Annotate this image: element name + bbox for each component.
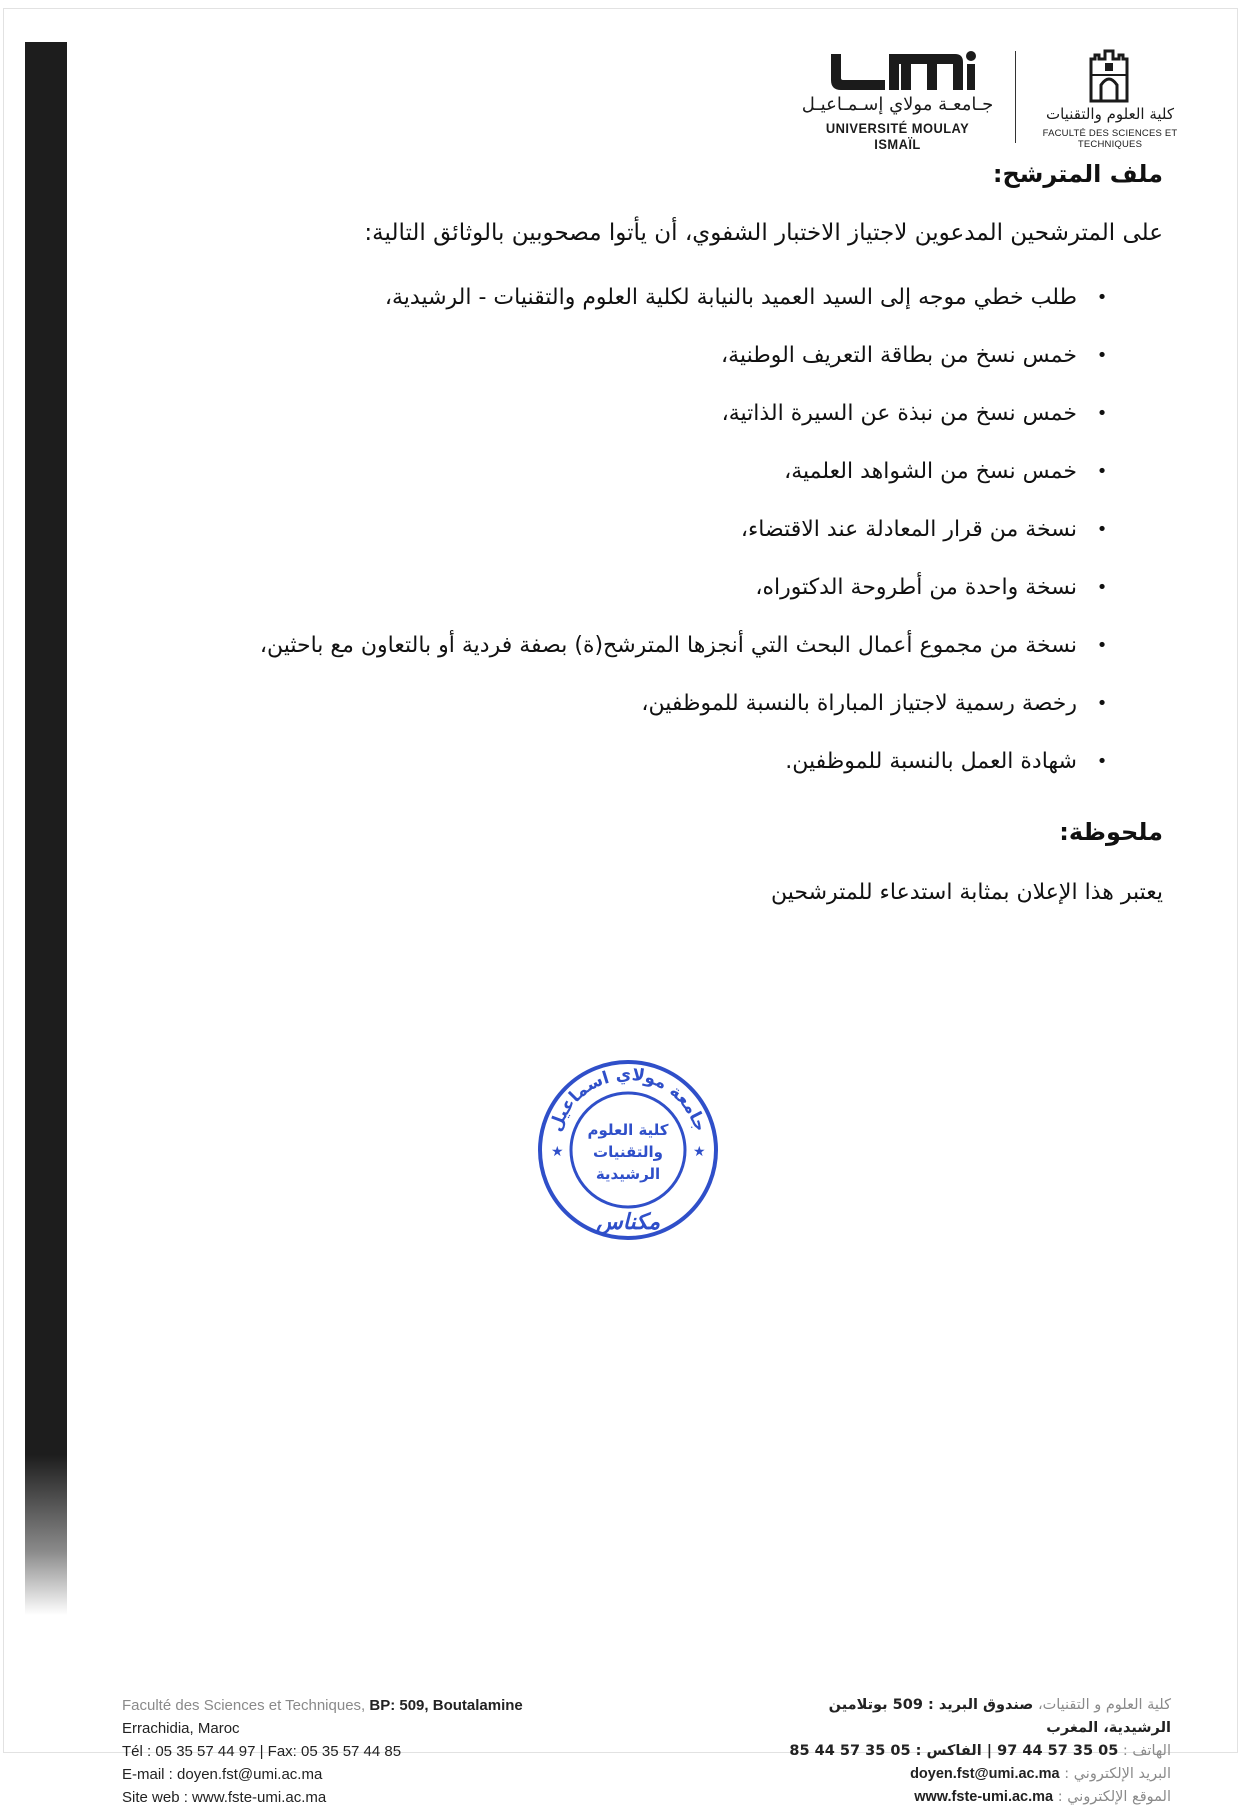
list-item bbox=[133, 283, 1113, 341]
bullet-icon: • bbox=[1096, 577, 1108, 598]
list-item bbox=[133, 631, 1113, 689]
list-item bbox=[133, 747, 1113, 805]
bullet-icon: • bbox=[1096, 635, 1108, 656]
footer-email-label-ar: البريد الإلكتروني : bbox=[1064, 1766, 1171, 1782]
footer-city-ar: الرشيدية، المغرب bbox=[1046, 1720, 1171, 1736]
stamp-line-3: الرشيدية bbox=[595, 1165, 661, 1183]
umi-wordmark-icon bbox=[827, 50, 977, 94]
candidate-file-title: ملف المترشح: bbox=[992, 160, 1163, 188]
bullet-icon: • bbox=[1096, 345, 1108, 366]
candidate-file-intro: على المترشحين المدعوين لاجتياز الاختبار الشفوي، أن يأتوا مصحوبين بالوثائق التالية: bbox=[364, 220, 1163, 246]
bullet-icon: • bbox=[1096, 287, 1108, 308]
list-item-text: خمس نسخ من الشواهد العلمية، bbox=[784, 459, 1077, 484]
decorative-side-bar-fade bbox=[25, 1455, 67, 1615]
footer-website-ar: www.fste-umi.ac.ma bbox=[914, 1789, 1054, 1805]
list-item-text: شهادة العمل بالنسبة للموظفين. bbox=[785, 749, 1077, 774]
footer-address-fr: BP: 509, Boutalamine bbox=[369, 1697, 523, 1714]
list-item-text: خمس نسخ من نبذة عن السيرة الذاتية، bbox=[721, 401, 1077, 426]
list-item-text: نسخة واحدة من أطروحة الدكتوراه، bbox=[755, 575, 1077, 600]
footer-email-fr: E-mail : doyen.fst@umi.ac.ma bbox=[122, 1766, 323, 1783]
list-item bbox=[133, 457, 1113, 515]
footer-city-fr: Errachidia, Maroc bbox=[122, 1720, 240, 1737]
stamp-line-2: والتقنيات bbox=[593, 1143, 663, 1161]
note-text: يعتبر هذا الإعلان بمثابة استدعاء للمترشحين bbox=[771, 880, 1163, 905]
footer-phone-fr: Tél : 05 35 57 44 97 | Fax: 05 35 57 44 85 bbox=[122, 1743, 402, 1760]
footer-phone-ar: 05 35 57 44 97 | الفاكس : 05 35 57 44 85 bbox=[789, 1743, 1119, 1759]
footer-faculty-fr: Faculté des Sciences et Techniques, bbox=[122, 1697, 366, 1714]
list-item bbox=[133, 689, 1113, 747]
header-divider bbox=[1015, 51, 1016, 143]
bullet-icon: • bbox=[1096, 403, 1108, 424]
bullet-icon: • bbox=[1096, 751, 1108, 772]
bullet-icon: • bbox=[1096, 519, 1108, 540]
list-item-text: نسخة من مجموع أعمال البحث التي أنجزها المترشح(ة) بصفة فردية أو بالتعاون مع باحثين، bbox=[259, 633, 1077, 658]
bullet-icon: • bbox=[1096, 693, 1108, 714]
stamp-city: مكناس bbox=[595, 1210, 661, 1235]
list-item-text: خمس نسخ من بطاقة التعريف الوطنية، bbox=[721, 343, 1077, 368]
letterhead bbox=[800, 45, 1200, 150]
bullet-icon: • bbox=[1096, 461, 1108, 482]
official-stamp bbox=[533, 1055, 723, 1245]
stamp-line-1: كلية العلوم bbox=[587, 1121, 669, 1139]
list-item-text: نسخة من قرار المعادلة عند الاقتضاء، bbox=[740, 517, 1077, 542]
star-icon: ★ bbox=[693, 1144, 706, 1160]
footer-phone-label-ar: الهاتف : bbox=[1122, 1743, 1171, 1759]
faculty-name-ar: كلية العلوم والتقنيات bbox=[1045, 105, 1175, 123]
university-name-fr: UNIVERSITÉ MOULAY ISMAÏL bbox=[825, 120, 970, 152]
footer-website-label-ar: الموقع الإلكتروني : bbox=[1057, 1789, 1171, 1805]
list-item bbox=[133, 341, 1113, 399]
stamp-ring-text: جامعة مولاي اسماعيل bbox=[545, 1064, 711, 1135]
list-item bbox=[133, 573, 1113, 631]
footer-faculty-ar: كلية العلوم و التقنيات، bbox=[1037, 1697, 1171, 1713]
list-item-text: طلب خطي موجه إلى السيد العميد بالنيابة لكلية العلوم والتقنيات - الرشيدية، bbox=[384, 285, 1077, 310]
footer-contact-fr bbox=[122, 1694, 642, 1809]
list-item bbox=[133, 399, 1113, 457]
faculty-name-fr: FACULTÉ DES SCIENCES ET TECHNIQUES bbox=[1042, 128, 1178, 150]
decorative-side-bar bbox=[25, 42, 67, 1457]
required-documents-list bbox=[133, 283, 1113, 805]
footer-email-ar: doyen.fst@umi.ac.ma bbox=[910, 1766, 1060, 1782]
list-item-text: رخصة رسمية لاجتياز المباراة بالنسبة للموظفين، bbox=[641, 691, 1077, 716]
note-title: ملحوظة: bbox=[1059, 818, 1163, 846]
list-item bbox=[133, 515, 1113, 573]
umi-logo bbox=[800, 45, 995, 152]
star-icon: ★ bbox=[551, 1144, 564, 1160]
footer-contact-ar bbox=[651, 1694, 1171, 1809]
university-name-ar: جـامعـة مولاي إسـمـاعيـل bbox=[801, 94, 994, 115]
footer-address-ar: صندوق البريد : 509 بوتلامين bbox=[828, 1697, 1034, 1713]
footer-website-fr: Site web : www.fste-umi.ac.ma bbox=[122, 1789, 327, 1806]
kasbah-emblem-icon bbox=[1085, 45, 1133, 103]
faculty-logo bbox=[1025, 45, 1195, 150]
